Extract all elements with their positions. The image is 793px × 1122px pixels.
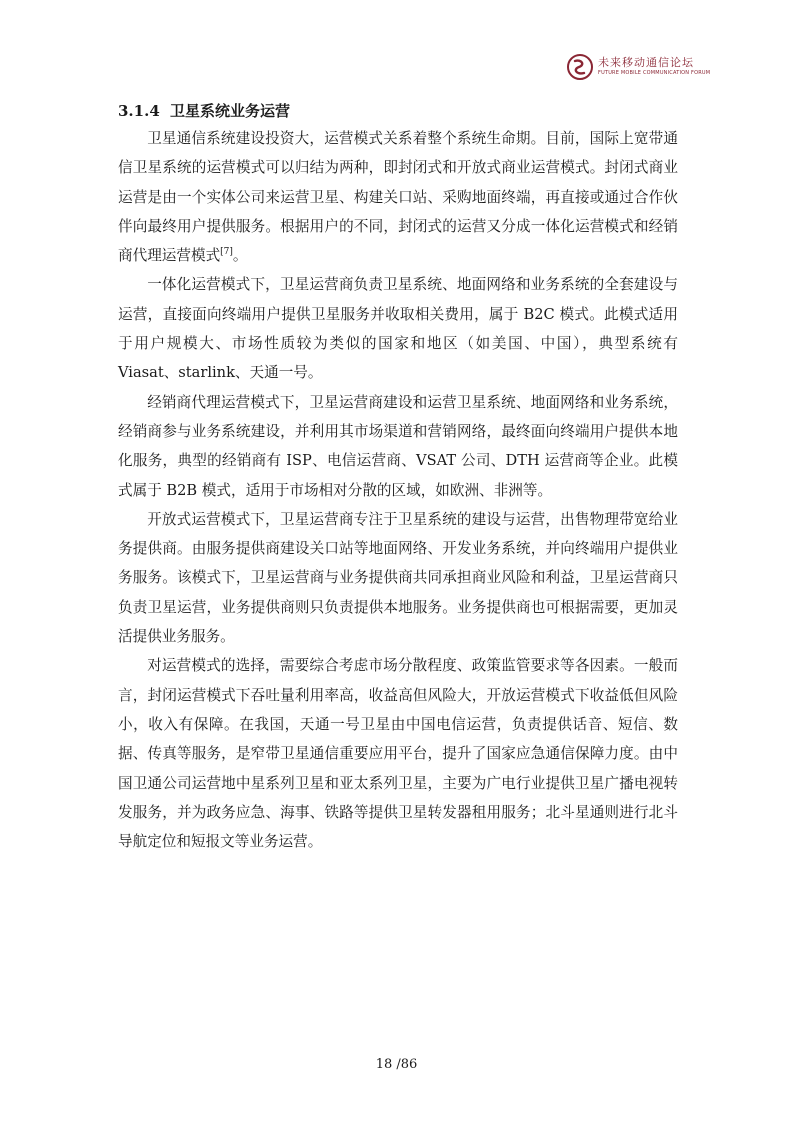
paragraph-1-tail: 。	[232, 247, 248, 265]
citation-ref: [7]	[220, 247, 233, 258]
section-heading	[118, 99, 290, 123]
logo-text-english: FUTURE MOBILE COMMUNICATION FORUM	[598, 70, 711, 76]
paragraph-1-text: 卫星通信系统建设投资大，运营模式关系着整个系统生命期。目前，国际上宽带通信卫星系统的运营模式可以归结为两种，即封闭式和开放式商业运营模式。封闭式商业运营是由一个实体公司来运营卫星、构建关口站、采购地面终端，再直接或通过合作伙伴向最终用户提供服务。根据用户的不同，封闭式的运营又分成一体化运营模式和经销商代理运营模式	[118, 130, 678, 265]
section-number: 3.1.4	[118, 102, 160, 120]
paragraph-1	[118, 124, 678, 270]
section-title: 卫星系统业务运营	[170, 102, 291, 120]
paragraph-5: 对运营模式的选择，需要综合考虑市场分散程度、政策监管要求等各因素。一般而言，封闭运营模式下吞吐量利用率高，收益高但风险大，开放运营模式下收益低但风险小，收入有保障。在我国，天通一号卫星由中国电信运营，负责提供话音、短信、数据、传真等服务，是窄带卫星通信重要应用平台，提升了国家应急通信保障力度。由中国卫通公司运营地中星系列卫星和亚太系列卫星，主要为广电行业提供卫星广播电视转发服务，并为政务应急、海事、铁路等提供卫星转发器租用服务；北斗星通则进行北斗导航定位和短报文等业务运营。	[118, 657, 678, 851]
body-text	[118, 124, 678, 856]
swirl-logo-icon	[566, 53, 594, 81]
logo-text-chinese: 未来移动通信论坛	[598, 56, 694, 69]
page-number: 18 /86	[375, 1057, 418, 1072]
paragraph-3: 经销商代理运营模式下，卫星运营商建设和运营卫星系统、地面网络和业务系统，经销商参与业务系统建设，并利用其市场渠道和营销网络，最终面向终端用户提供本地化服务，典型的经销商有 ISP、电信运营商、VSAT 公司、DTH 运营商等企业。此模式属于 B2B 模式，适用于市场相对分散的区域，如欧洲、非洲等。	[118, 393, 678, 499]
paragraph-4: 开放式运营模式下，卫星运营商专注于卫星系统的建设与运营，出售物理带宽给业务提供商。由服务提供商建设关口站等地面网络、开发业务系统，并向终端用户提供业务服务。该模式下，卫星运营商与业务提供商共同承担商业风险和利益，卫星运营商只负责卫星运营，业务提供商则只负责提供本地服务。业务提供商也可根据需要，更加灵活提供业务服务。	[118, 510, 678, 646]
paragraph-2: 一体化运营模式下，卫星运营商负责卫星系统、地面网络和业务系统的全套建设与运营，直接面向终端用户提供卫星服务并收取相关费用，属于 B2C 模式。此模式适用于用户规模大、市场性质较为类似的国家和地区（如美国、中国），典型系统有 Viasat、starlink、天通一号。	[118, 276, 678, 382]
page-header	[566, 50, 716, 84]
